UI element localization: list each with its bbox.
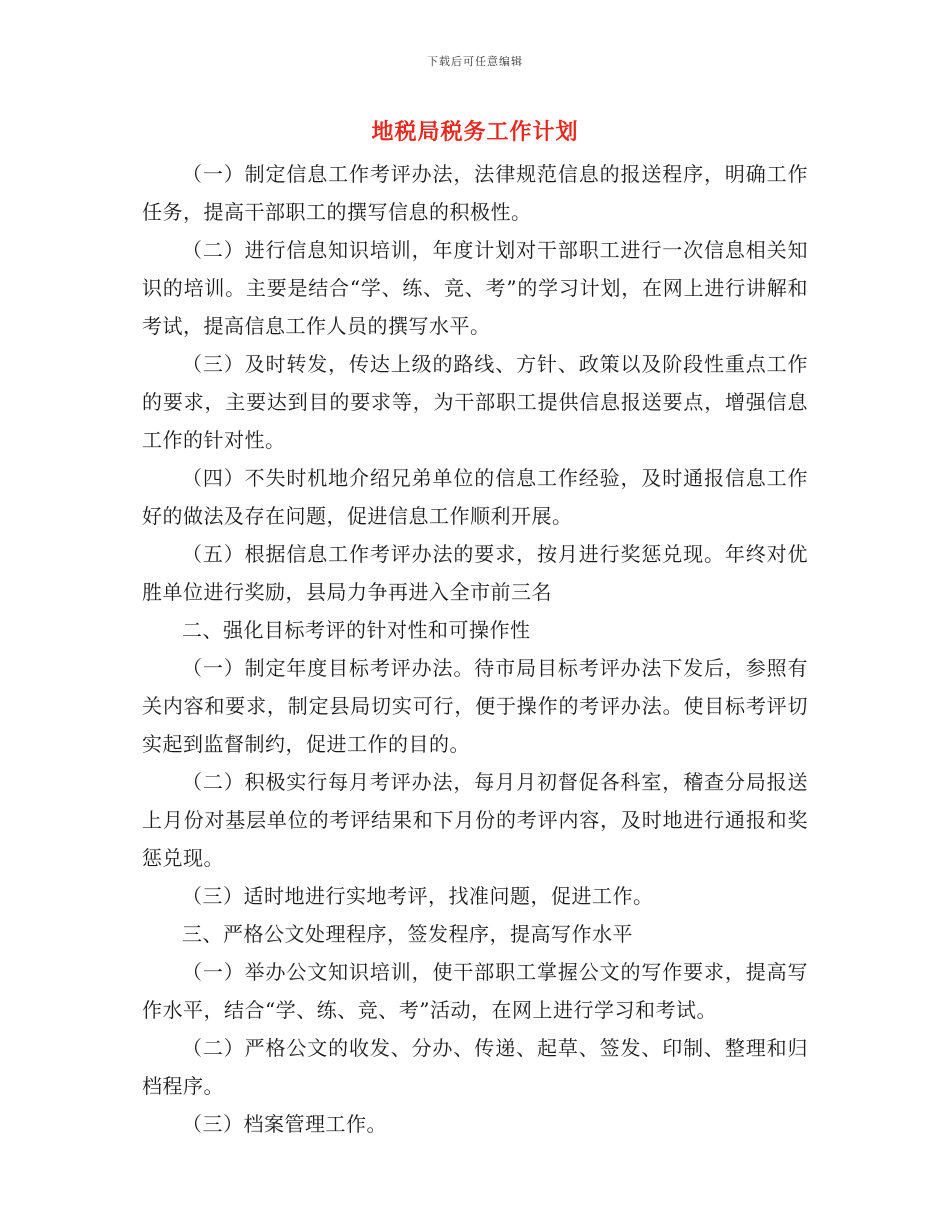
- paragraph-7: （二）积极实行每月考评办法，每月月初督促各科室，稽查分局报送上月份对基层单位的考评结果和下月份的考评内容，及时地进行通报和奖惩兑现。: [142, 770, 808, 870]
- header-note: 下载后可任意编辑: [427, 55, 523, 68]
- paragraph-8: （三）适时地进行实地考评，找准问题，促进工作。: [182, 884, 654, 908]
- paragraph-2: （二）进行信息知识培训，年度计划对干部职工进行一次信息相关知识的培训。主要是结合“学、练、竞、考”的学习计划，在网上进行讲解和考试，提高信息工作人员的撰写水平。: [142, 238, 808, 338]
- paragraph-10: （二）严格公文的收发、分办、传递、起草、签发、印制、整理和归档程序。: [142, 1036, 808, 1098]
- document-body: [142, 155, 808, 1143]
- document-title: 地税局税务工作计划: [371, 119, 579, 145]
- section-heading-3: 三、严格公文处理程序，签发程序，提高写作水平: [182, 922, 633, 946]
- paragraph-4: （四）不失时机地介绍兄弟单位的信息工作经验，及时通报信息工作好的做法及存在问题，促进信息工作顺利开展。: [142, 466, 808, 528]
- paragraph-5: （五）根据信息工作考评办法的要求，按月进行奖惩兑现。年终对优胜单位进行奖励，县局力争再进入全市前三名: [142, 542, 808, 604]
- paragraph-11: （三）档案管理工作。: [182, 1112, 387, 1136]
- section-heading-2: 二、强化目标考评的针对性和可操作性: [182, 618, 531, 642]
- paragraph-3: （三）及时转发，传达上级的路线、方针、政策以及阶段性重点工作的要求，主要达到目的要求等，为干部职工提供信息报送要点，增强信息工作的针对性。: [142, 352, 808, 452]
- paragraph-6: （一）制定年度目标考评办法。待市局目标考评办法下发后，参照有关内容和要求，制定县局切实可行，便于操作的考评办法。使目标考评切实起到监督制约，促进工作的目的。: [142, 656, 808, 756]
- paragraph-1: （一）制定信息工作考评办法，法律规范信息的报送程序，明确工作任务，提高干部职工的撰写信息的积极性。: [142, 162, 808, 224]
- paragraph-9: （一）举办公文知识培训，使干部职工掌握公文的写作要求，提高写作水平，结合“学、练、竞、考”活动，在网上进行学习和考试。: [142, 960, 808, 1022]
